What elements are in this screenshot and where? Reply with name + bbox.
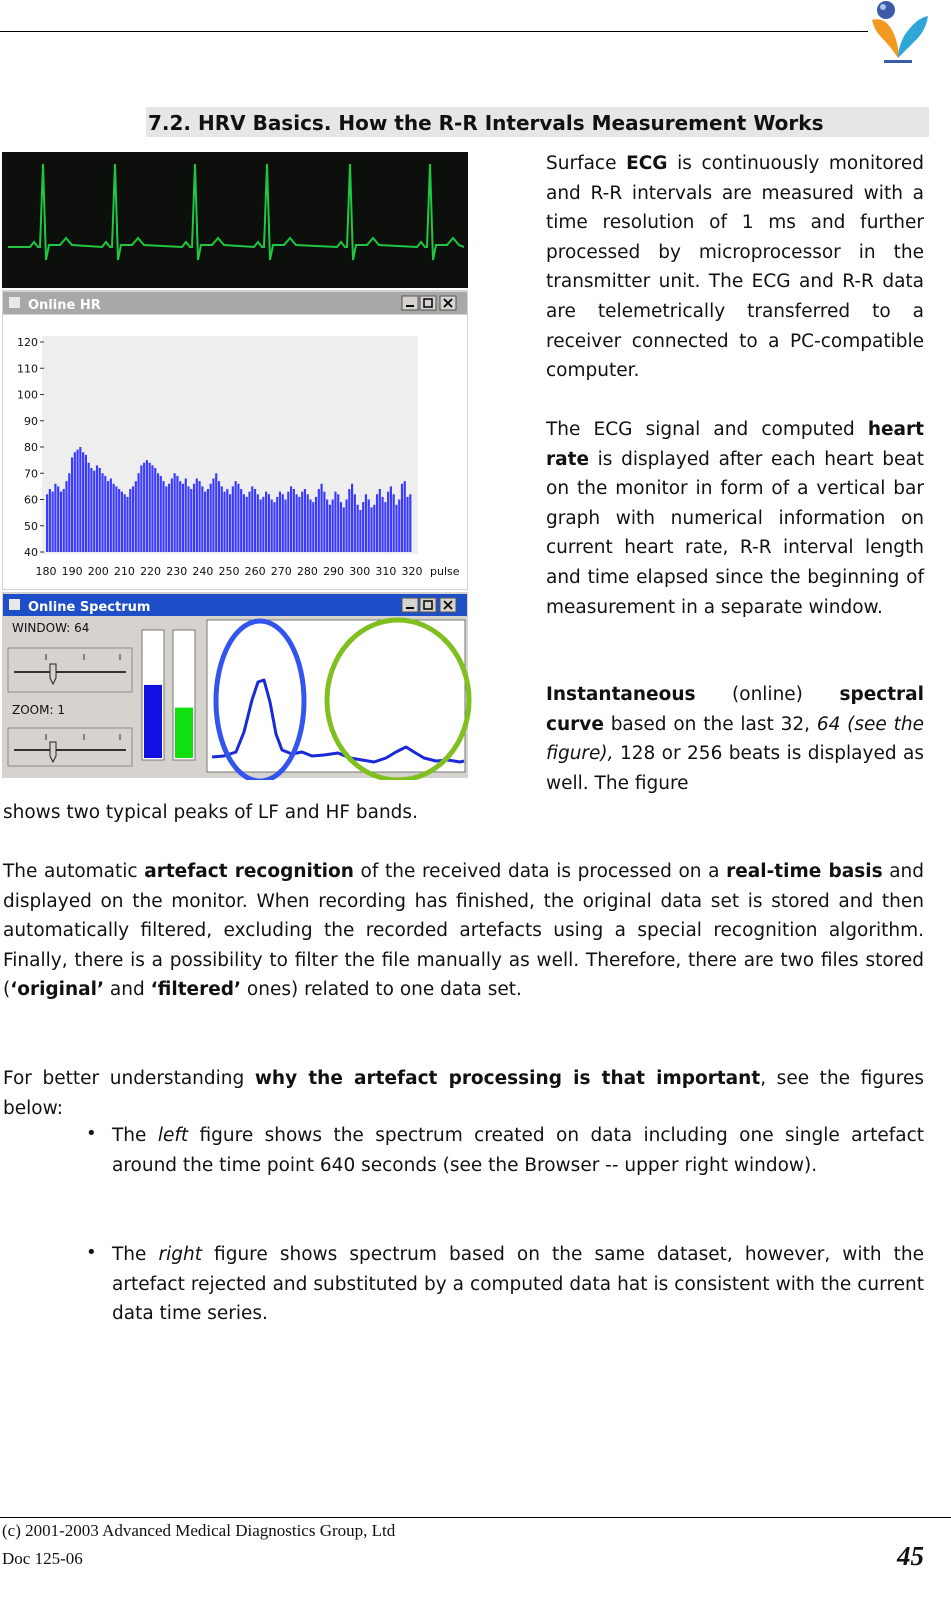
hr-bar xyxy=(401,484,403,552)
hr-window-title: Online HR xyxy=(28,298,101,313)
page-number: 45 xyxy=(897,1541,924,1571)
window-app-icon xyxy=(9,297,20,308)
hr-bar xyxy=(376,494,378,552)
hr-bar xyxy=(113,484,115,552)
hr-bar xyxy=(340,502,342,552)
hr-bar xyxy=(243,494,245,552)
hr-bar xyxy=(301,492,303,552)
hr-x-tick-label: 180 xyxy=(35,565,57,578)
hr-bar xyxy=(318,489,320,552)
online-spectrum-window xyxy=(2,592,469,780)
hr-bar xyxy=(257,494,259,552)
hr-bar xyxy=(143,463,145,552)
hr-bar xyxy=(99,468,101,552)
hr-bar xyxy=(393,494,395,552)
close-button[interactable] xyxy=(440,598,456,612)
hr-bar xyxy=(240,489,242,552)
hr-bar xyxy=(370,507,372,552)
bullet-item-right-figure: The right figure shows spectrum based on the same dataset, however, with the artefact rejected and substituted by a computed data hat is consistent with the current data time series. xyxy=(112,1244,924,1325)
hr-bar xyxy=(68,473,70,552)
hr-bar xyxy=(157,473,159,552)
section-title: 7.2. HRV Basics. How the R-R Intervals Measurement Works xyxy=(148,111,824,135)
hr-x-tick-label: 310 xyxy=(375,565,397,578)
hr-bar xyxy=(395,505,397,552)
hr-y-tick-label: 70 xyxy=(24,467,38,481)
paragraph-heart-rate: The ECG signal and computed heart rate is displayed after each heart beat on the monitor in form of a vertical bar graph with numerical information on current heart rate, R-R interval length and time elapsed since the beginning of measurement in a separate window. xyxy=(546,419,924,618)
hr-bar xyxy=(304,489,306,552)
hr-bar xyxy=(351,484,353,552)
hr-bar xyxy=(193,484,195,552)
hr-bar xyxy=(210,484,212,552)
hr-bar xyxy=(190,489,192,552)
hr-bar xyxy=(52,492,54,552)
hr-bar xyxy=(337,494,339,552)
hr-bar xyxy=(262,497,264,552)
hr-bar xyxy=(74,452,76,552)
hr-bar xyxy=(174,473,176,552)
hr-bar xyxy=(49,489,51,552)
hr-bar xyxy=(79,447,81,552)
hr-x-tick-label: 250 xyxy=(218,565,240,578)
hr-bar xyxy=(90,468,92,552)
paragraph-spectral-curve: Instantaneous (online) spectral curve based on the last 32, 64 (see the figure), 128 or 256 beats is displayed as well. The figure xyxy=(546,684,924,794)
hr-x-tick-label: 190 xyxy=(61,565,83,578)
hr-bar xyxy=(138,473,140,552)
hr-bar xyxy=(196,479,198,553)
hr-bar xyxy=(273,502,275,552)
hf-power-bar xyxy=(175,708,193,758)
hr-bar xyxy=(154,468,156,552)
hr-y-tick-label: 100 xyxy=(17,388,38,402)
hr-bar xyxy=(171,479,173,553)
window-size-label: WINDOW: 64 xyxy=(12,621,90,635)
hr-bar xyxy=(223,492,225,552)
hr-bar xyxy=(246,497,248,552)
hr-bar xyxy=(151,465,153,552)
hr-bar xyxy=(204,492,206,552)
hr-bar xyxy=(179,481,181,552)
header-rule xyxy=(0,31,868,32)
hr-bar xyxy=(321,484,323,552)
hr-bar xyxy=(332,500,334,553)
hr-bar xyxy=(207,489,209,552)
hr-bar xyxy=(232,486,234,552)
spectrum-window-title: Online Spectrum xyxy=(28,600,151,615)
hr-bar xyxy=(290,486,292,552)
hr-x-tick-label: 240 xyxy=(192,565,214,578)
hr-bar xyxy=(254,489,256,552)
hr-bar xyxy=(162,481,164,552)
hr-bar xyxy=(229,494,231,552)
zoom-label: ZOOM: 1 xyxy=(12,703,65,717)
hr-bar xyxy=(88,463,90,552)
hr-bar xyxy=(146,460,148,552)
hr-bar xyxy=(343,507,345,552)
hr-bar xyxy=(124,494,126,552)
hr-bar xyxy=(326,500,328,553)
hr-bar xyxy=(296,494,298,552)
hr-x-unit: pulse xyxy=(430,565,460,578)
bullet-marker: • xyxy=(86,1242,97,1263)
hr-y-tick-label: 90 xyxy=(24,414,38,428)
hr-bar xyxy=(271,500,273,553)
zoom-slider[interactable] xyxy=(8,728,132,766)
window-size-slider[interactable] xyxy=(8,648,132,692)
hr-bar xyxy=(298,497,300,552)
hr-bar xyxy=(132,486,134,552)
hr-bar xyxy=(329,505,331,552)
footer-rule xyxy=(0,1517,951,1518)
hr-x-tick-label: 210 xyxy=(113,565,135,578)
minimize-button[interactable] xyxy=(402,296,418,310)
footer-doc-number: Doc 125-06 xyxy=(2,1549,83,1568)
hr-bar xyxy=(398,500,400,553)
hr-bar xyxy=(85,455,87,552)
hr-bar xyxy=(251,486,253,552)
hr-bar xyxy=(101,473,103,552)
hr-bar xyxy=(345,500,347,553)
hr-bar xyxy=(149,463,151,552)
minimize-button[interactable] xyxy=(402,598,418,612)
hr-bar xyxy=(406,497,408,552)
hr-x-tick-label: 200 xyxy=(87,565,109,578)
hr-bar xyxy=(82,452,84,552)
hr-bar xyxy=(126,497,128,552)
hr-bar xyxy=(309,500,311,553)
hr-bar xyxy=(365,494,367,552)
hr-bar xyxy=(235,481,237,552)
hr-bar xyxy=(226,489,228,552)
hr-bar xyxy=(390,486,392,552)
hr-bar xyxy=(218,481,220,552)
hr-bar xyxy=(110,479,112,553)
hr-bar xyxy=(379,489,381,552)
close-button[interactable] xyxy=(440,296,456,310)
hr-x-tick-label: 320 xyxy=(401,565,423,578)
hr-bar xyxy=(265,492,267,552)
hr-bar xyxy=(279,492,281,552)
paragraph-ecg: Surface ECG is continuously monitored and R-R intervals are measured with a time resolution of 1 ms and further processed by microprocessor in the transmitter unit. The ECG and R-R data are telemetrically transferred to a receiver connected to a PC-compatible computer. xyxy=(546,153,924,382)
hr-bar xyxy=(387,492,389,552)
hr-bar xyxy=(359,510,361,552)
hr-bar xyxy=(168,484,170,552)
hr-bar xyxy=(284,500,286,553)
hr-bar xyxy=(221,486,223,552)
hr-bar xyxy=(368,500,370,553)
hr-x-tick-label: 290 xyxy=(323,565,345,578)
hr-x-tick-label: 230 xyxy=(166,565,188,578)
online-hr-window xyxy=(2,290,468,590)
hr-bar xyxy=(409,494,411,552)
hr-y-tick-label: 50 xyxy=(24,519,38,533)
hr-bar xyxy=(135,481,137,552)
hrv-monitor-figure xyxy=(2,152,472,780)
hr-bar xyxy=(129,489,131,552)
hr-bar xyxy=(237,484,239,552)
hr-bar xyxy=(176,476,178,552)
hr-bar xyxy=(140,465,142,552)
hr-y-tick-label: 40 xyxy=(24,546,38,559)
company-logo xyxy=(864,0,934,68)
paragraph-spectral-curve-continued: shows two typical peaks of LF and HF bands. xyxy=(3,802,418,823)
hr-bar xyxy=(260,500,262,553)
hr-bar xyxy=(93,471,95,552)
hr-bar xyxy=(71,458,73,553)
hr-bar xyxy=(384,502,386,552)
lf-power-bar xyxy=(144,685,162,758)
hr-x-tick-label: 260 xyxy=(244,565,266,578)
hr-y-tick-label: 60 xyxy=(24,493,38,507)
hr-bar xyxy=(187,486,189,552)
hr-bar xyxy=(199,481,201,552)
paragraph-artefact-recognition: The automatic artefact recognition of the received data is processed on a real-time basis and displayed on the monitor. When recording has finished, the original data set is stored and then automatically filtered, excluding the recorded artefacts using a special recognition algorithm. Finally, there is a possibility to filter the file manually as well. Therefore, there are two files stored (‘original’ and ‘filtered’ ones) related to one data set. xyxy=(3,861,925,1001)
hr-y-tick-label: 120 xyxy=(17,336,38,349)
hr-bar xyxy=(118,489,120,552)
maximize-button[interactable] xyxy=(420,296,436,310)
hr-bar xyxy=(201,486,203,552)
hr-bar xyxy=(104,476,106,552)
hr-bar xyxy=(60,492,62,552)
window-app-icon xyxy=(9,599,20,610)
hr-bar xyxy=(212,479,214,553)
hr-bar xyxy=(293,489,295,552)
hr-x-tick-label: 280 xyxy=(296,565,318,578)
hr-bar xyxy=(354,494,356,552)
hr-bar xyxy=(63,489,65,552)
hr-bar xyxy=(362,502,364,552)
hr-bar xyxy=(315,497,317,552)
footer-copyright: (c) 2001-2003 Advanced Medical Diagnostics Group, Ltd xyxy=(2,1521,396,1540)
hr-bar xyxy=(312,502,314,552)
hr-bar xyxy=(276,497,278,552)
hr-x-tick-label: 220 xyxy=(140,565,162,578)
hr-bar xyxy=(348,489,350,552)
hr-bar xyxy=(404,481,406,552)
hr-bar xyxy=(334,492,336,552)
hr-bar xyxy=(182,484,184,552)
hr-bar xyxy=(307,494,309,552)
hr-bar xyxy=(57,486,59,552)
hr-bar xyxy=(282,494,284,552)
hr-x-tick-label: 300 xyxy=(349,565,371,578)
hr-bar xyxy=(96,465,98,552)
maximize-button[interactable] xyxy=(420,598,436,612)
hr-y-tick-label: 80 xyxy=(24,441,38,454)
hr-bar xyxy=(165,486,167,552)
hr-bar xyxy=(382,497,384,552)
hr-bar xyxy=(287,492,289,552)
hr-bar xyxy=(248,492,250,552)
hr-bar xyxy=(373,505,375,552)
bullet-marker: • xyxy=(86,1123,97,1144)
hr-bar xyxy=(215,473,217,552)
hr-bar xyxy=(121,492,123,552)
hr-y-tick-label: 110 xyxy=(17,362,38,376)
ecg-panel xyxy=(2,152,468,288)
hr-bar xyxy=(46,494,48,552)
spectrum-plot-area xyxy=(207,620,465,772)
hr-bar xyxy=(160,476,162,552)
hr-bar xyxy=(65,481,67,552)
hr-bar xyxy=(54,484,56,552)
hr-bar xyxy=(357,505,359,552)
hr-bar xyxy=(115,486,117,552)
paragraph-better-understanding: For better understanding why the artefact processing is that important, see the figures below: xyxy=(3,1068,924,1119)
hr-bar xyxy=(323,492,325,552)
hr-x-tick-label: 270 xyxy=(270,565,292,578)
hr-bar xyxy=(185,479,187,553)
bullet-item-left-figure: The left figure shows the spectrum created on data including one single artefact around the time point 640 seconds (see the Browser -- upper right window). xyxy=(112,1125,924,1176)
hr-bar xyxy=(107,481,109,552)
hr-bar xyxy=(77,450,79,552)
hr-bar xyxy=(268,494,270,552)
